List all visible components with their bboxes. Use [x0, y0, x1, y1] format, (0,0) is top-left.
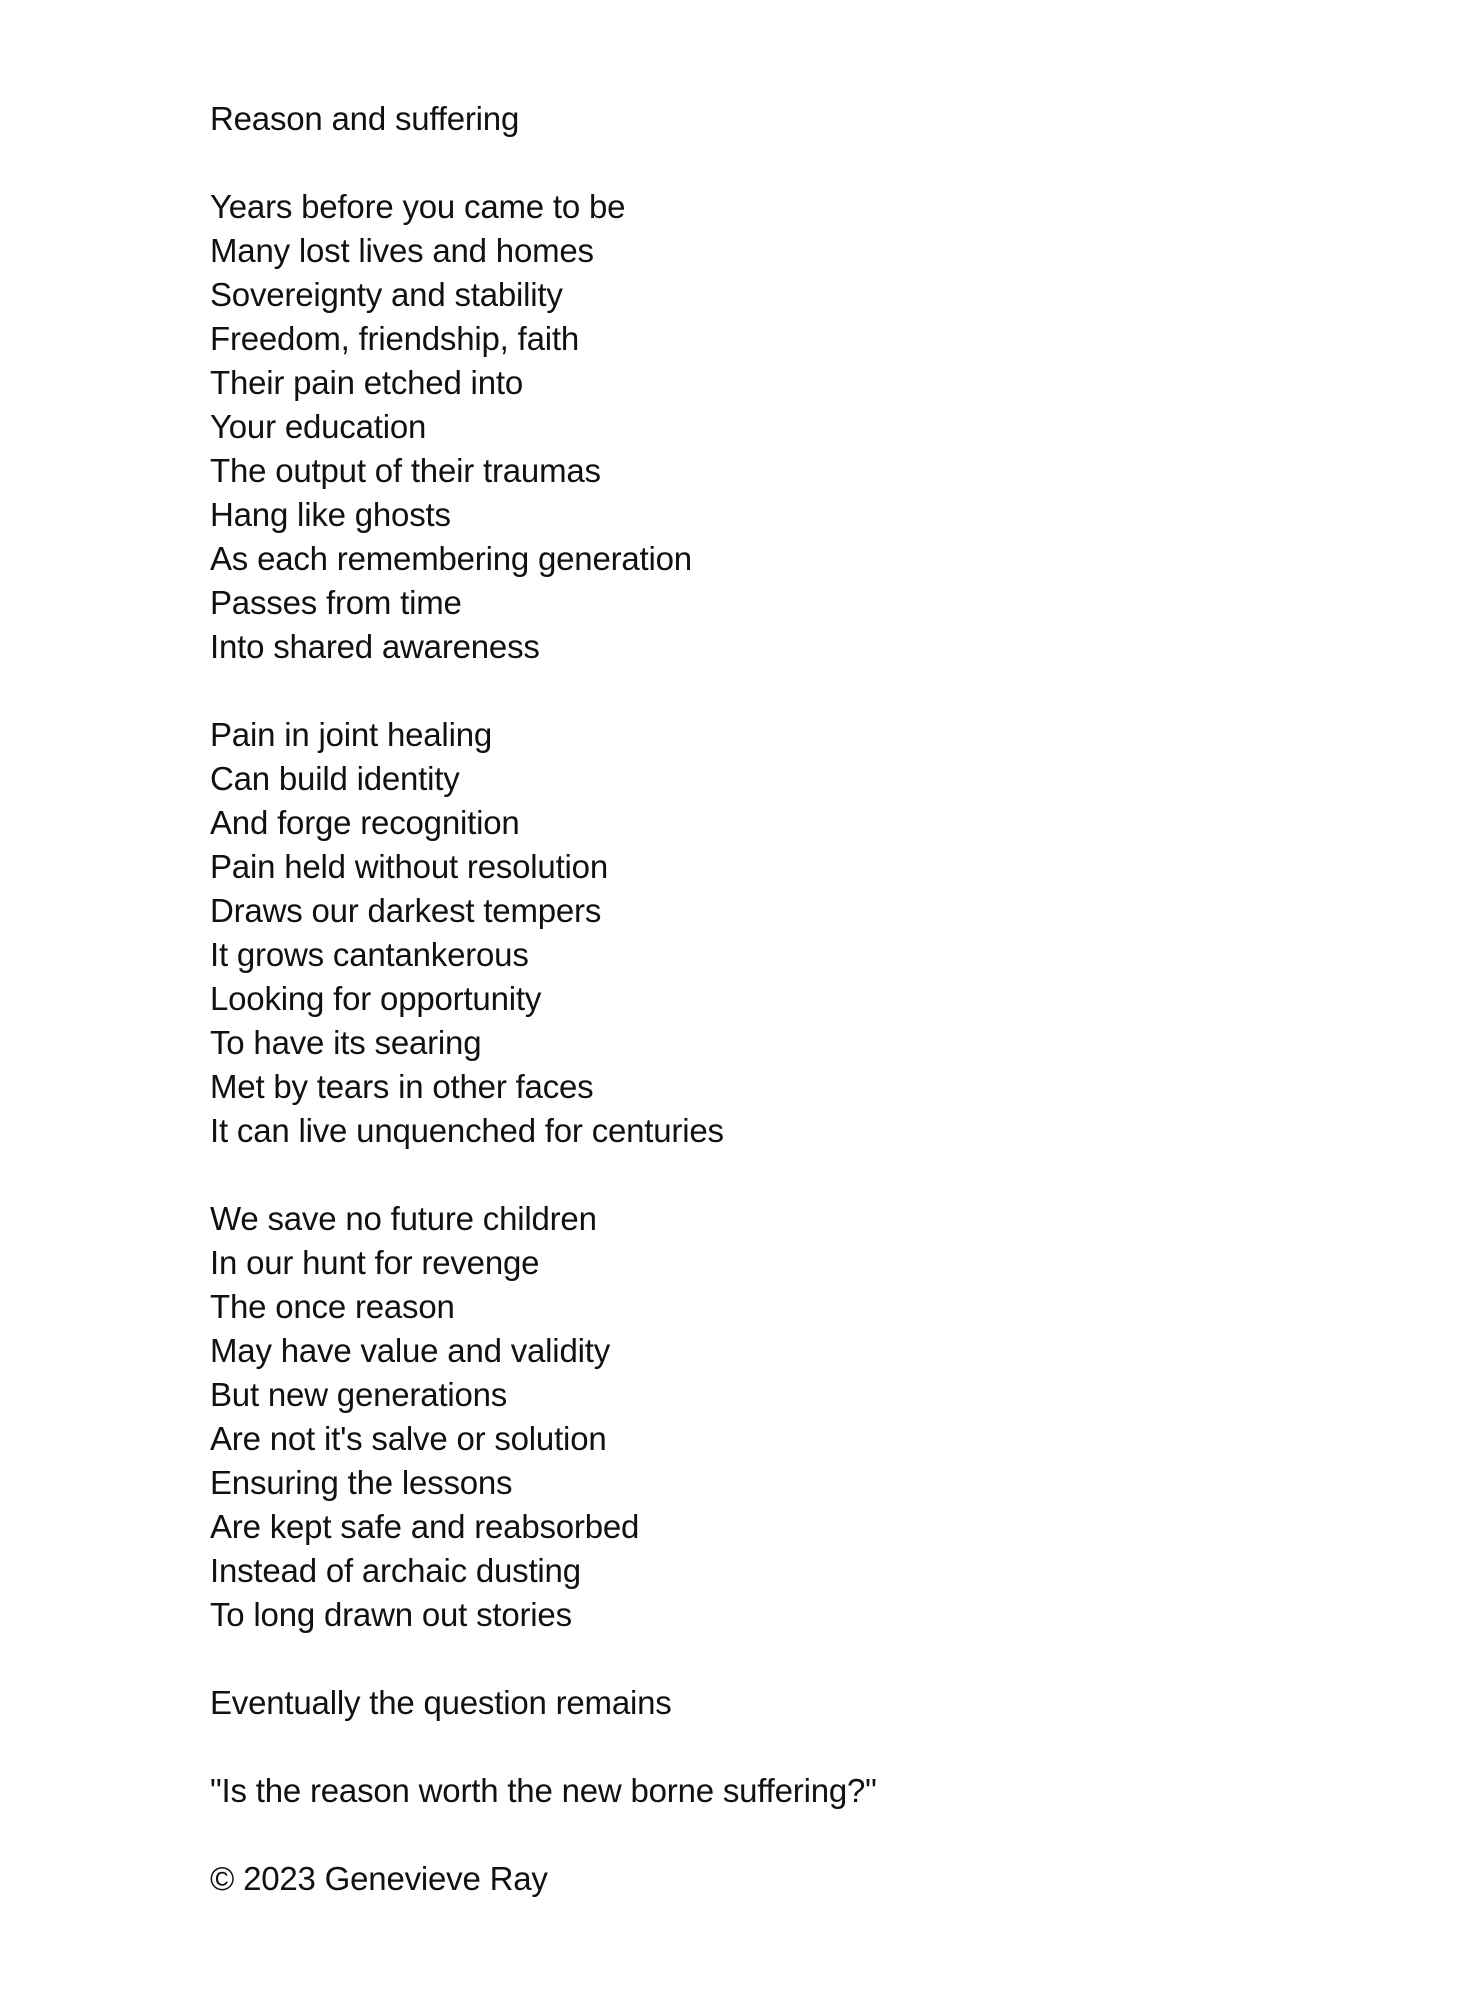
- poem-line: May have value and validity: [210, 1332, 610, 1369]
- poem-line: Eventually the question remains: [210, 1684, 672, 1721]
- stanza-1: [210, 185, 1360, 669]
- poem-line: Looking for opportunity: [210, 980, 542, 1017]
- poem-line: Met by tears in other faces: [210, 1068, 594, 1105]
- poem-line: Freedom, friendship, faith: [210, 320, 579, 357]
- stanza-gap: [210, 1153, 1360, 1197]
- poem-line: It can live unquenched for centuries: [210, 1112, 724, 1149]
- poem-line: And forge recognition: [210, 804, 520, 841]
- poem-line: Pain in joint healing: [210, 716, 493, 753]
- poem-line: It grows cantankerous: [210, 936, 529, 973]
- poem-line: The once reason: [210, 1288, 455, 1325]
- poem-line: Draws our darkest tempers: [210, 892, 602, 929]
- poem-line: Sovereignty and stability: [210, 276, 563, 313]
- closing-question: "Is the reason worth the new borne suffering?": [210, 1772, 877, 1809]
- stanza-gap: [210, 141, 1360, 185]
- poem-line: Their pain etched into: [210, 364, 523, 401]
- poem-body: [210, 97, 1360, 1901]
- poem-line: We save no future children: [210, 1200, 597, 1237]
- stanza-gap: [210, 669, 1360, 713]
- poem-line: Your education: [210, 408, 427, 445]
- poem-line: Ensuring the lessons: [210, 1464, 513, 1501]
- poem-line: But new generations: [210, 1376, 508, 1413]
- copyright-notice: © 2023 Genevieve Ray: [210, 1860, 548, 1897]
- poem-line: Pain held without resolution: [210, 848, 608, 885]
- poem-line: Can build identity: [210, 760, 460, 797]
- poem-line: Hang like ghosts: [210, 496, 451, 533]
- poem-line: Instead of archaic dusting: [210, 1552, 581, 1589]
- poem-line: As each remembering generation: [210, 540, 692, 577]
- poem-line: The output of their traumas: [210, 452, 601, 489]
- stanza-gap: [210, 1637, 1360, 1681]
- stanza-gap: [210, 1813, 1360, 1857]
- stanza-gap: [210, 1725, 1360, 1769]
- poem-line: Many lost lives and homes: [210, 232, 594, 269]
- poem-line: Are kept safe and reabsorbed: [210, 1508, 640, 1545]
- poem-line: Passes from time: [210, 584, 462, 621]
- poem-line: Are not it's salve or solution: [210, 1420, 607, 1457]
- stanza-3: [210, 1197, 1360, 1637]
- poem-line: To have its searing: [210, 1024, 482, 1061]
- poem-line: To long drawn out stories: [210, 1596, 572, 1633]
- poem-line: In our hunt for revenge: [210, 1244, 540, 1281]
- poem-title: Reason and suffering: [210, 100, 520, 137]
- poem-line: Years before you came to be: [210, 188, 626, 225]
- poem-line: Into shared awareness: [210, 628, 540, 665]
- stanza-2: [210, 713, 1360, 1153]
